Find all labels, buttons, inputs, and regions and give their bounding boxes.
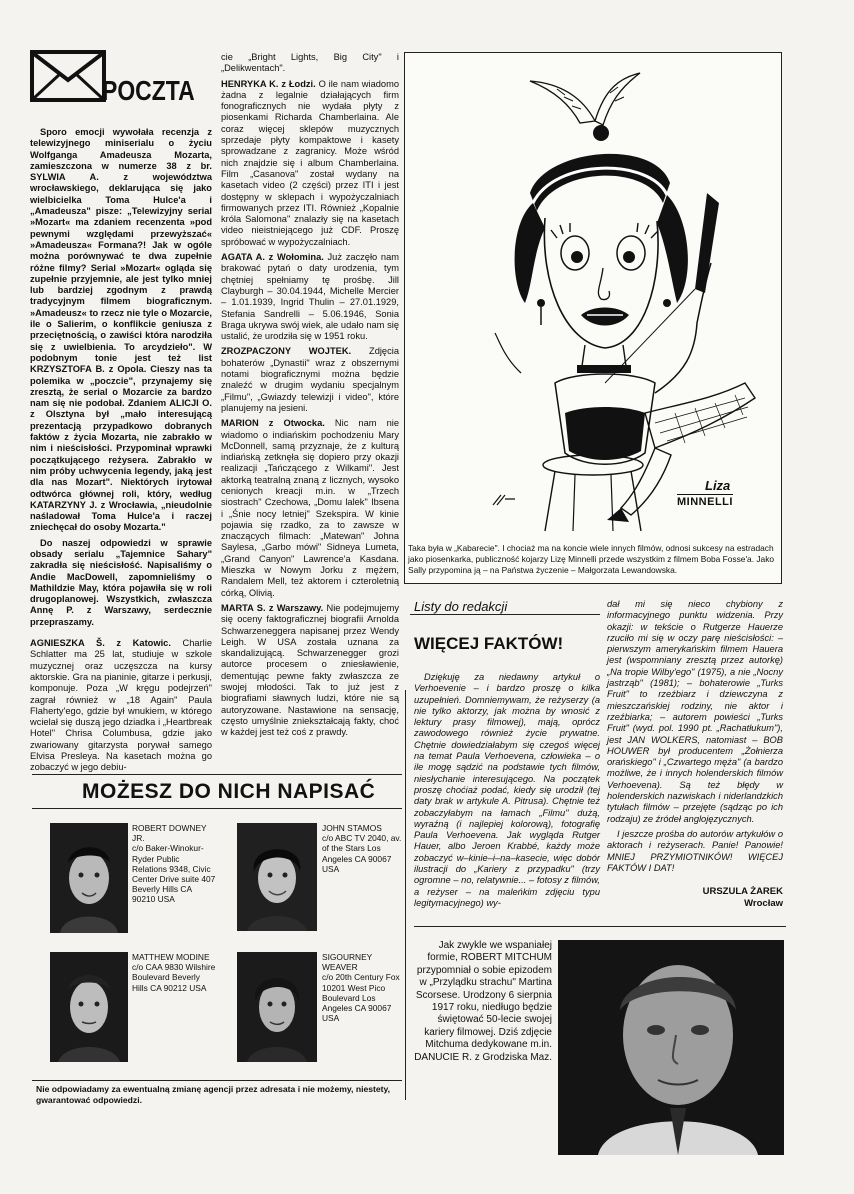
section-label-listy: Listy do redakcji [414,599,508,614]
photo-matthew-modine [50,952,128,1062]
disclaimer-rule [32,1080,402,1081]
entry-address: c/o ABC TV 2040, av. of the Stars Los Angeles CA 90067 USA [322,833,402,874]
photo-john-stamos [237,823,317,931]
reply-marion: MARION z Otwocka. Nic nam nie wiadomo o indiańskim pochodzeniu Mary McDonnell, samą przyznaje, że z kulturą indiańską zetknęła się dopiero przy okazji realizacji „Tańczącego z Wilkami". Jest aktorką teatralną znaną z licznych, wysoko cenionych kreacji m.in. w „Trzech siostrach" Czechowa, „Domu lalek" Ibsena i „Śnie nocy letniej" Szekspira. W kinie pojawia się rzadko, za to zawsze w znaczących filmach: „Matewan" Johna Saylesa, „Garbo mówi" Sidneya Lumeta, „Grand Canyon" Lawrence'a Kasdana. Mieszka w Nowym Jorku z mężem, Randalem Mell, też aktorem i czteroletnią córką, Olivią. [221,418,399,598]
napisac-title: MOŻESZ DO NICH NAPISAĆ [82,780,376,803]
letter-text-2: dał mi się nieco chybiony z informacyjnego punktu widzenia. Przy okazji: w tekście o Rutgerze Hauerze rzuciło mi się w oczy parę nieścisłości: – pierwszym amerykańskim filmem Hauera jest (wspomniany zresztą przez autorkę) „Na tropie Wilby'ego" (1975), a nie „Nocny jastrząb" (1981); – bohaterowie „Turks Fruit" to rzeźbiarz i dziewczyna z mieszczańskiej rodziny, nie aktor i rzeźbiarka; – autorem powieści „Turks Fruit" (wyd. pol. 1990 pt. „Rachatłukum"), jest JAN WOLKERS, natomiast – BOB HOUWER był producentem „Żołnierza orańskiego" i „Czwartego męża" (a bardzo możliwe, że i innych holenderskich filmów Verhoevena). Są też błędy w holenderskich nazwiskach i niderlandzkich tytułach filmów – przejęte (sądząc po ich rodzaju) ze źródeł anglojęzycznych. [607,599,783,824]
letter-column-1 [414,672,600,909]
poczta-intro: Sporo emocji wywołała recenzja z telewizyjnego miniserialu o życiu Wolfganga Amadeusza Mozarta, zamieszczona w numerze 38 z br. SYLWIA A. z województwa wrocławskiego, deklarująca się jako wielbicielka Toma Hulce'a i „Amadeusza" pisze: „Telewizyjny serial »Mozart« ma zdaniem recenzenta »pod pewnymi względami przewyższać« »Amadeusza« Formana?! Jak w ogóle można porównywać te dwa zupełnie różne filmy? Serial »Mozart« ogląda się zupełnie przyjemnie, ale jest tylko mniej lub bardziej zgodnym z prawdą tradycyjnym filmem biograficznym. »Amadeusz« to rzecz nie tyle o Mozarcie, ile o Salierim, o konflikcie geniusza z przeciętnością, o zawiści która narodziła się z uwielbienia. To arcydzieło". W podobnym tonie jest też list KRZYSZTOFA B. z Opola. Cieszy nas ta polemika w „poczcie", przynajemy się zresztą, że serial o Mozarcie za bardzo nam się nie podobał. Zdaniem ALICJI O. z Olsztyna był „mało interesującą prezentacją przypadkowo dobranych faktów z życia Mozarta, nie zabrakło w nim i nieścisłości. Przypominał wprawki początkującego reżysera. Zabrakło w nim próby uchwycenia legendy, jaką jest dla nas Mozart". Niektórych irytował odtwórca głównej roli, który, według KATARZYNY J. z Wrocławia, „nieudolnie naśladował Toma Hulce'a i raczej zniechęcał do osoby Mozarta." [30,127,212,533]
photo-robert-downey [50,823,128,933]
letter-text-3: I jeszcze prośba do autorów artykułów o aktorach i reżyserach. Panie! Panowie! MNIEJ PRZYMIOTNIKÓW! WIĘCEJ FAKTÓW I DAT! [607,828,783,873]
entry-name: MATTHEW MODINE [132,952,210,962]
section-rule [410,614,600,615]
address-john-stamos [322,823,402,874]
poczta-column-2 [221,52,399,743]
caricature-label-last: MINNELLI [677,496,733,508]
liza-minnelli-caricature [405,53,781,533]
reply-agnieszka: AGNIESZKA Š. z Katowic. Charlie Schlatter ma 25 lat, studiuje w szkole muzycznej oraz uczęszcza na kursy aktorskie. Gra na pianinie, gitarze i perkusji, komponuje. Poza „W kręgu podejrzeń" zagrał również w „18 Again" Paula Flaherty'ego, gdzie był wnukiem, w którego wcielał się duszą jego dziadka i „Heartbreak Hotel" Chrisa Columbusa, gdzie jako zwariowany gitarzysta porywał samego Elvisa Presleya. Na kasetach można go zobaczyć w jego debiu- [30,638,212,773]
napisac-top-rule [32,774,402,775]
letter-headline: WIĘCEJ FAKTÓW! [414,634,564,653]
disclaimer: Nie odpowiadamy za ewentualną zmianę agencji przez adresata i nie możemy, niestety, gwarantować odpowiedzi. [36,1084,391,1105]
poczta-title: POCZTA [102,75,195,106]
photo-sigourney-weaver [237,952,317,1062]
signature-city: Wrocław [744,898,783,909]
caricature-label-first: Liza [705,478,731,493]
signature-name: URSZULA ŻAREK [702,886,783,897]
reply-continuation: cie „Bright Lights, Big City" i „Delikwentach". [221,52,399,74]
address-matthew-modine [132,952,216,993]
napisac-bottom-rule [32,808,402,809]
letter-text-1: Dziękuję za niedawny artykuł o Verhoevenie – i bardzo proszę o kilka uzupełnień. Domniemywam, że reżyserzy (a nie tylko aktorzy, jak można by wnosić z lektury prasy filmowej), mają, oprócz zawodowego również życie prywatne. Chętnie dowiedziałabym się czegoś więcej na temat Paula Verhoevena, człowieka – o ile mogę sądzić na podstawie tych filmów, niesłychanie interesującego. Na początek proszę choćiaż podać, kiedy się urodził (tej daty brak w artykule A. Pitrusa). Chętnie też zobaczyłabym na łamach „Filmu" dużą, wyraźną (i najlepiej kolorową), fotografię Paula Verhoevena. Jak wygląda Rutger Hauer, albo Jeroen Krabbé, każdy może zobaczyć w–kinie–i–na–kasecie, więc dobór ilustracji do „Kariery z przypadku" (trzy ogromne – no, relatywnie... – fotosy z filmów, a reżyser – na maleńkim zdjęciu typu legitymacyjnego) wy- [414,672,600,908]
entry-address: c/o Baker-Winokur-Ryder Public Relations 9348, Civic Center Drive suite 407 Beverly Hills CA 90210 USA [132,843,216,905]
entry-address: c/o CAA 9830 Wilshire Boulevard Beverly Hills CA 90212 USA [132,962,216,993]
entry-name: ROBERT DOWNEY JR. [132,823,207,844]
entry-address: c/o 20th Century Fox 10201 West Pico Boulevard Los Angeles CA 90067 USA [322,972,400,1024]
entry-name: JOHN STAMOS [322,823,382,833]
reply-agata: AGATA A. z Wołomina. Już zaczęło nam brakować pytań o daty urodzenia, tym chętniej spełniamy tę prośbę. Jill Clayburgh – 30.04.1944, Michelle Mercier – 1.01.1939, Ingrid Thulin – 27.01.1929, Stefania Sandrelli – 5.06.1946, Sonia Braga ukrywa swój wiek, ale udało nam się ustalić, że urodziła się w 1951 roku. [221,252,399,342]
letter-column-2 [607,599,783,878]
address-sigourney-weaver [322,952,402,1023]
column-divider [405,690,406,1100]
entry-name: SIGOURNEY WEAVER [322,952,373,973]
poczta-correction: Do naszej odpowiedzi w sprawie obsady serialu „Tajemnice Sahary" zakradła się nieścisłość. Napisaliśmy o Andie MacDowell, zapomnieliśmy o Mathildzie May, która pojawiła się w roli drugoplanowej. Wszystkich, zwłaszcza Annę P. z Warszawy, serdecznie przepraszamy. [30,537,212,627]
caricature-frame [404,52,782,584]
reply-marta: MARTA S. z Warszawy. Nie podejmujemy się oceny faktograficznej biografii Arnolda Schwarzeneggera napisanej przez Wendy Leigh. W USA została uznana za skandalizującą. Schwarzenegger grozi autorce procesem o zniesławienie, dementując pewne fakty zwłaszcza ze swojej młodości. Tak to już jest z biografiami sławnych ludzi, które nie są autoryzowane. Nastawione na sensację, często umyślnie zniekształcają fakty, choć w każdej jest też coś z prawdy. [221,602,399,738]
letter-signature [607,886,783,910]
mitchum-text: Jak zwykle we wspaniałej formie, ROBERT MITCHUM przypomniał o sobie epizodem w „Przylądku strachu" Martina Scorsese. Urodzony 6 sierpnia 1917 roku, niedługo będzie świętować 50-lecie swojej kariery filmowej. Dziś zdjęcie Mitchuma dedykowane m.in. DANUCIE R. z Grodziska Maz. [414,940,552,1063]
photo-robert-mitchum [558,940,784,1155]
address-robert-downey [132,823,216,905]
reply-wojtek: ZROZPACZONY WOJTEK. Zdjęcia bohaterów „Dynastii" wraz z obszernymi notami biograficznymi można będzie znaleźć w drugim wydaniu specjalnym „Filmu", „Gwiazdy telewizji i video", które planujemy na jesieni. [221,346,399,413]
envelope-icon [30,50,106,102]
caricature-caption: Taka była w „Kabarecie". I chociaż ma na koncie wiele innych filmów, odnosi sukcesy na estradach jako piosenkarka, publiczność kojarzy Lizę Minnelli przede wszystkim z filmem Boba Fosse'a. Jako Sally przypomina ją – na Państwa życzenie – Małgorzata Lewandowska. [408,543,775,575]
reply-henryka: HENRYKA K. z Łodzi. O ile nam wiadomo żadna z legalnie działających firm fonograficznych nie wydała płyty z piosenkami Richarda Chamberlaina. Ale coraz więcej sklepów muzycznych sprzedaje płyty kompaktowe i kasety sprowadzane z zagranicy. Może wśród nich znajdzie się i album Chamberlaina. Film „Casanova" został wydany na kasetach video (2 części) przez ITI i jest dostępny w sklepach i wypożyczalniach firmowanych przez ITI. Również „Kopalnie króla Salomona" znalazły się na kasetach video nieistniejącego już CDF. Proszę spróbować w wypożyczalniach. [221,78,400,247]
poczta-column-1 [30,127,212,778]
mitchum-top-rule [414,926,786,927]
